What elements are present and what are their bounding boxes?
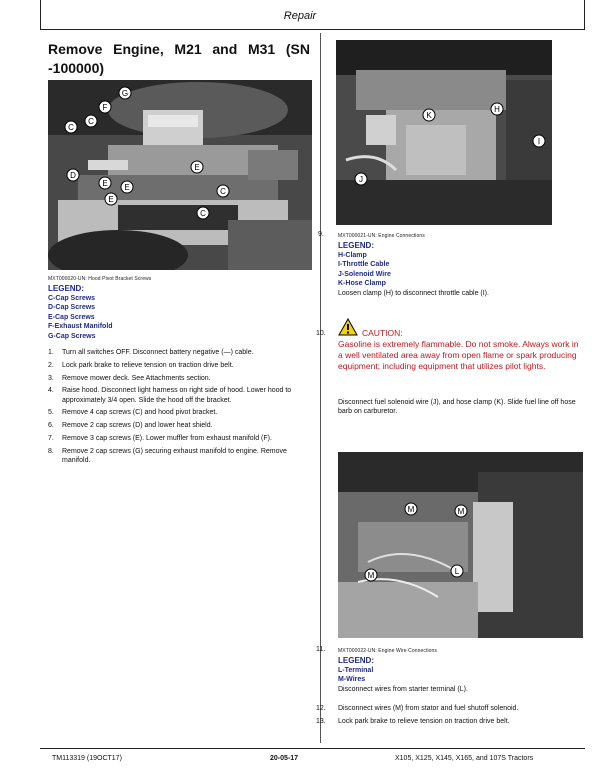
header-rule — [40, 29, 585, 30]
step-item: 13. Lock park brake to relieve tension on traction drive belt. — [316, 717, 510, 725]
callout-h — [490, 102, 504, 116]
legend-1-item: F-Exhaust Manifold — [48, 323, 113, 330]
legend-2 — [338, 241, 391, 289]
legend-3-item: M-Wires — [338, 676, 366, 683]
callout-f — [98, 100, 112, 114]
figure3-caption: MXT000022-UN: Engine Wire Connections — [338, 648, 438, 654]
steps-right-end — [316, 704, 584, 730]
svg-text:E: E — [102, 179, 108, 188]
step-item: 6. Remove 2 cap screws (D) and lower heat shield. — [48, 422, 213, 430]
step-item: 8. Remove 2 cap screws (G) securing exhaust manifold to engine. Remove manifold. — [48, 447, 287, 465]
warning-icon — [338, 318, 358, 341]
step-item: 12. Disconnect wires (M) from stator and fuel shutoff solenoid. — [316, 705, 519, 712]
legend-1-heading: LEGEND: — [48, 284, 84, 293]
footer-page-number: 20-05-17 — [270, 755, 299, 762]
legend-1-item: C-Cap Screws — [48, 294, 96, 302]
callout-e-4 — [190, 160, 204, 174]
svg-text:I: I — [537, 137, 541, 146]
footer-models: X105, X125, X145, X165, and 107S Tractors — [395, 755, 534, 762]
legend-1 — [48, 284, 113, 341]
legend-3-item: L-Terminal — [338, 666, 374, 674]
legend-2-heading: LEGEND: — [338, 241, 374, 250]
svg-text:C: C — [220, 187, 226, 196]
footer-rule — [40, 748, 585, 749]
svg-text:J: J — [359, 175, 363, 184]
callout-m-1 — [404, 502, 418, 516]
svg-text:D: D — [70, 171, 76, 180]
engine-photo-1 — [48, 80, 312, 270]
figure-hood-pivot-bracket — [48, 80, 312, 270]
column-divider — [320, 33, 321, 743]
legend-2-item: H-Clamp — [338, 251, 367, 259]
figure1-caption: MXT000020-UN: Hood Pivot Bracket Screws — [48, 276, 152, 282]
svg-text:L: L — [454, 567, 460, 576]
legend-1-item: G-Cap Screws — [48, 332, 96, 340]
page-title — [48, 40, 310, 78]
svg-text:C: C — [68, 123, 74, 132]
legend-3 — [338, 656, 374, 685]
caution-label: CAUTION: — [362, 328, 403, 338]
svg-text:K: K — [426, 111, 432, 120]
callout-c-2 — [84, 114, 98, 128]
callout-d — [66, 168, 80, 182]
svg-text:G: G — [121, 89, 129, 98]
step-10-text: Disconnect fuel solenoid wire (J), and hose clamp (K). Slide fuel line off hose barb on carburetor. — [338, 399, 576, 416]
callout-e-3 — [120, 180, 134, 194]
svg-text:M: M — [457, 507, 465, 516]
svg-text:E: E — [108, 195, 114, 204]
legend-2-item: J-Solenoid Wire — [338, 270, 391, 278]
svg-text:M: M — [407, 505, 415, 514]
engine-photo-2 — [336, 40, 552, 225]
callout-l — [450, 564, 464, 578]
callout-k — [422, 108, 436, 122]
legend-3-heading: LEGEND: — [338, 656, 374, 665]
title-line-2: -100000) — [48, 60, 105, 76]
callout-m-3 — [364, 568, 378, 582]
step-11-text: Disconnect wires from starter terminal (L). — [338, 686, 468, 693]
svg-text:F: F — [102, 103, 108, 112]
svg-text:M: M — [367, 571, 375, 580]
figure-engine-wire-connections — [338, 452, 583, 638]
legend-2-item: I-Throttle Cable — [338, 261, 390, 268]
step-item: 2. Lock park brake to relieve tension on traction drive belt. — [48, 361, 234, 369]
callout-c-4 — [196, 206, 210, 220]
step-item: 4. Raise hood. Disconnect light harness on right side of hood. Lower hood to approximately 3/4 open. Slide the hood off the bracket. — [48, 387, 292, 404]
step-9-text: Loosen clamp (H) to disconnect throttle cable (I). — [338, 290, 489, 297]
step-9-number: 9. — [318, 231, 324, 238]
figure2-caption: MXT000021-UN: Engine Connections — [338, 233, 425, 239]
legend-2-item: K-Hose Clamp — [338, 280, 386, 287]
svg-text:C: C — [200, 209, 206, 218]
figure-engine-connections — [336, 40, 552, 225]
steps-left — [48, 348, 310, 469]
engine-photo-3 — [338, 452, 583, 638]
step-item: 3. Remove mower deck. See Attachments section. — [48, 374, 211, 382]
callout-g — [118, 86, 132, 100]
callout-e-1 — [98, 176, 112, 190]
callout-m-2 — [454, 504, 468, 518]
step-10-number: 10. — [316, 330, 326, 337]
title-line-1: Remove Engine, M21 and M31 (SN — [48, 41, 310, 57]
step-item: 1. Turn all switches OFF. Disconnect battery negative (—) cable. — [48, 349, 254, 356]
legend-1-item: E-Cap Screws — [48, 313, 95, 321]
section-header: Repair — [283, 10, 317, 22]
caution-text: Gasoline is extremely flammable. Do not smoke. Always work in a well ventilated area away from open flame or spark producing equipment; including equipment that utilizes pilot lights. — [338, 339, 579, 371]
step-11-number: 11. — [316, 646, 326, 653]
legend-1-item: D-Cap Screws — [48, 304, 96, 311]
svg-text:H: H — [494, 105, 500, 114]
callout-c-1 — [64, 120, 78, 134]
svg-text:E: E — [194, 163, 200, 172]
footer-doc-id: TM113319 (19OCT17) — [52, 755, 122, 762]
callout-j — [354, 172, 368, 186]
step-item: 5. Remove 4 cap screws (C) and hood pivot bracket. — [48, 409, 218, 417]
svg-text:C: C — [88, 117, 94, 126]
callout-c-3 — [216, 184, 230, 198]
callout-e-2 — [104, 192, 118, 206]
step-item: 7. Remove 3 cap screws (E). Lower muffler from exhaust manifold (F). — [48, 435, 272, 443]
callout-i — [532, 134, 546, 148]
svg-text:E: E — [124, 183, 130, 192]
